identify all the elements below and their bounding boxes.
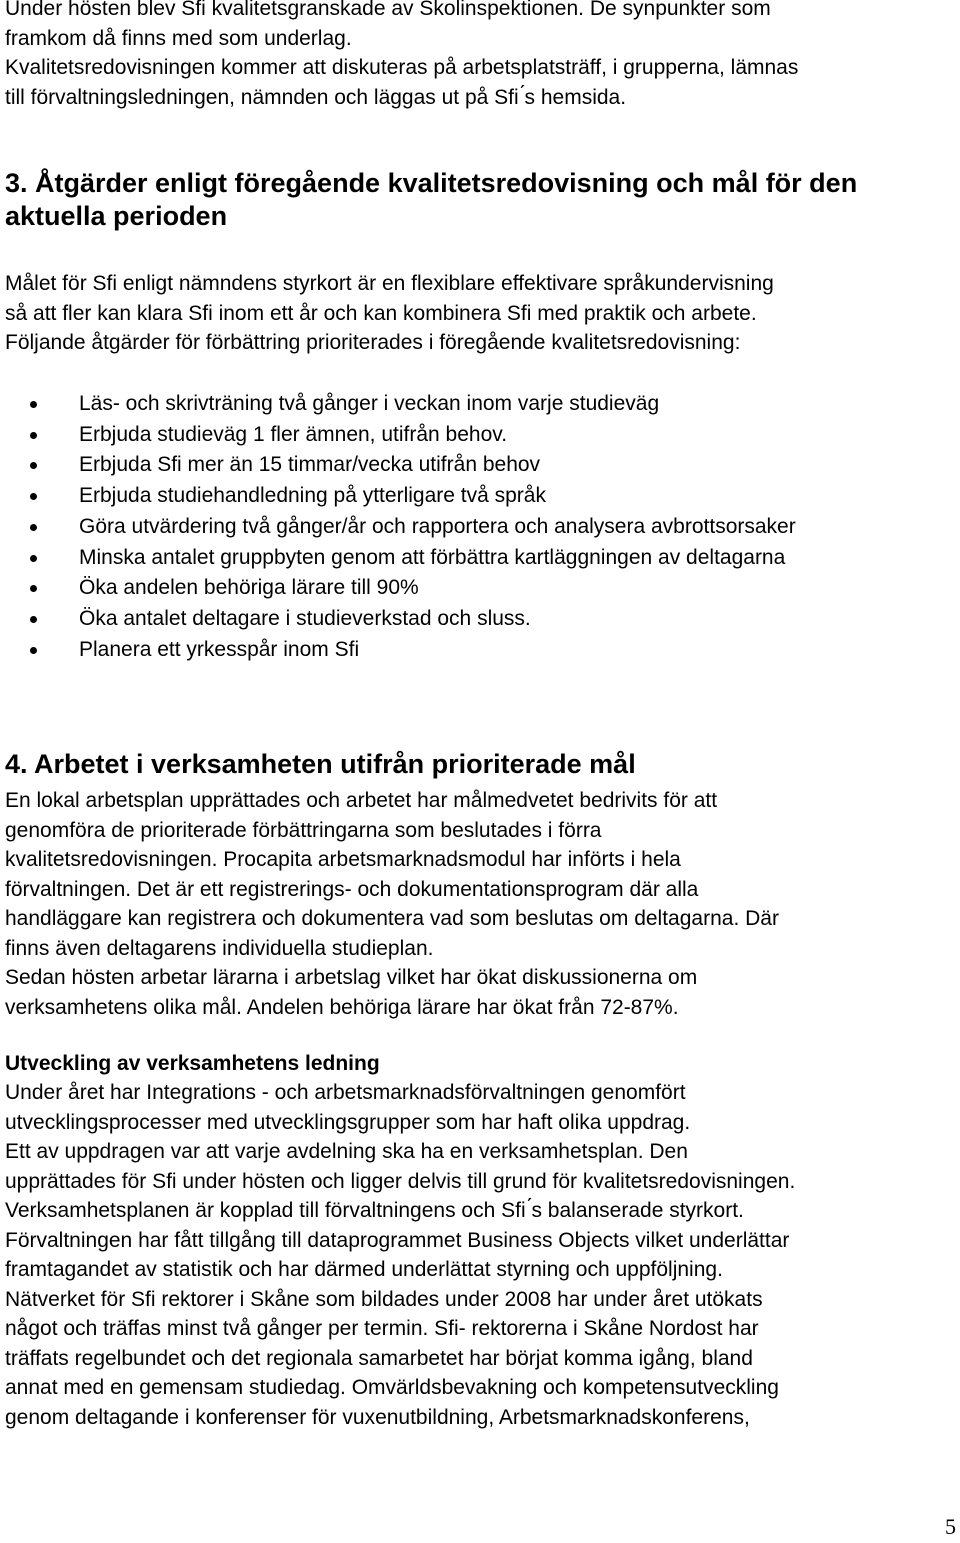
paragraph-line: kvalitetsredovisningen. Procapita arbetsmarknadsmodul har införts i hela [5,848,681,871]
paragraph-line: verksamhetens olika mål. Andelen behöriga lärare har ökat från 72-87%. [5,995,679,1019]
bullet-icon [30,401,37,408]
list-item-text: Läs- och skrivträning två gånger i veckan inom varje studieväg [79,392,660,415]
paragraph-line: så att fler kan klara Sfi inom ett år och kan kombinera Sfi med praktik och arbete. [5,301,757,325]
bullet-icon [30,647,37,654]
bullet-icon [30,585,37,592]
section-4-heading: 4. Arbetet i verksamheten utifrån prioriterade mål [5,749,636,779]
paragraph-line: Under året har Integrations - och arbetsmarknadsförvaltningen genomfört [5,1081,686,1104]
paragraph-line: framtagandet av statistik och har därmed underlättat styrning och uppföljning. [5,1258,723,1281]
list-item-text: Planera ett yrkesspår inom Sfi [79,637,360,661]
intro-line: till förvaltningsledningen, nämnden och läggas ut på Sfi ́s hemsida. [5,85,627,109]
section-3-heading-line: aktuella perioden [5,201,228,231]
list-item [5,573,796,604]
list-item [5,450,796,481]
bullet-icon [30,493,37,500]
paragraph-line: genomföra de prioriterade förbättringarna som beslutades i förra [5,818,602,842]
page-number: 5 [945,1514,956,1539]
section-3-heading [5,167,857,233]
bullet-icon [30,555,37,562]
list-item-text: Öka antalet deltagare i studieverkstad och sluss. [79,606,531,630]
intro-line: framkom då finns med som underlag. [5,26,352,50]
bullet-icon [30,462,37,469]
list-item [5,389,796,420]
list-item-text: Erbjuda studieväg 1 fler ämnen, utifrån behov. [79,422,508,446]
paragraph-line: upprättades för Sfi under hösten och ligger delvis till grund för kvalitetsredovisningen. [5,1169,796,1193]
list-item-text: Erbjuda Sfi mer än 15 timmar/vecka utifrån behov [79,453,541,477]
intro-line: Kvalitetsredovisningen kommer att diskuteras på arbetsplatsträff, i grupperna, lämnas [5,56,799,79]
section-4-paragraph [5,786,779,1022]
bullet-icon [30,616,37,623]
paragraph-line: annat med en gemensam studiedag. Omvärldsbevakning och kompetensutveckling [5,1376,779,1399]
bullet-icon [30,432,37,439]
paragraph-line: Förvaltningen har fått tillgång till dataprogrammet Business Objects vilket underlättar [5,1228,790,1252]
paragraph-line: Sedan hösten arbetar lärarna i arbetslag vilket har ökat diskussionerna om [5,966,698,989]
paragraph-line: handläggare kan registrera och dokumentera vad som beslutas om deltagarna. Där [5,907,779,930]
bullet-icon [30,524,37,531]
paragraph-line: Verksamhetsplanen är kopplad till förvaltningens och Sfi ́s balanserade styrkort. [5,1199,744,1222]
list-item [5,420,796,451]
intro-line: Under hösten blev Sfi kvalitetsgranskade av Skolinspektionen. De synpunkter som [5,0,771,20]
list-item [5,604,796,635]
paragraph-line: något och träffas minst två gånger per termin. Sfi- rektorerna i Skåne Nordost har [5,1317,759,1340]
list-item-text: Erbjuda studiehandledning på ytterligare två språk [79,484,546,508]
paragraph-line: Målet för Sfi enligt nämndens styrkort är en flexiblare effektivare språkundervisning [5,272,774,295]
paragraph-line: finns även deltagarens individuella studieplan. [5,936,434,960]
paragraph-line: utvecklingsprocesser med utvecklingsgrupper som har haft olika uppdrag. [5,1110,691,1134]
list-item-text: Minska antalet gruppbyten genom att förbättra kartläggningen av deltagarna [79,545,786,569]
paragraph-line: Följande åtgärder för förbättring prioriterades i föregående kvalitetsredovisning: [5,331,741,354]
section-3-paragraph [5,269,774,358]
paragraph-line: träffats regelbundet och det regionala samarbetet har börjat komma igång, bland [5,1346,753,1370]
list-item-text: Göra utvärdering två gånger/år och rapportera och analysera avbrottsorsaker [79,514,796,538]
list-item [5,512,796,543]
list-item [5,635,796,666]
leadership-paragraph [5,1078,795,1432]
paragraph-line: genom deltagande i konferenser för vuxenutbildning, Arbetsmarknadskonferens, [5,1405,750,1429]
list-item-text: Öka andelen behöriga lärare till 90% [79,576,419,600]
measures-bullet-list [5,389,796,665]
paragraph-line: förvaltningen. Det är ett registrerings- och dokumentationsprogram där alla [5,877,699,901]
paragraph-line: Ett av uppdragen var att varje avdelning ska ha en verksamhetsplan. Den [5,1140,688,1163]
intro-paragraph [5,0,798,112]
list-item [5,543,796,574]
list-item [5,481,796,512]
leadership-subheading: Utveckling av verksamhetens ledning [5,1052,380,1075]
paragraph-line: En lokal arbetsplan upprättades och arbetet har målmedvetet bedrivits för att [5,789,718,812]
section-3-heading-line: 3. Åtgärder enligt föregående kvalitetsredovisning och mål för den [5,168,858,198]
paragraph-line: Nätverket för Sfi rektorer i Skåne som bildades under 2008 har under året utökats [5,1287,763,1311]
